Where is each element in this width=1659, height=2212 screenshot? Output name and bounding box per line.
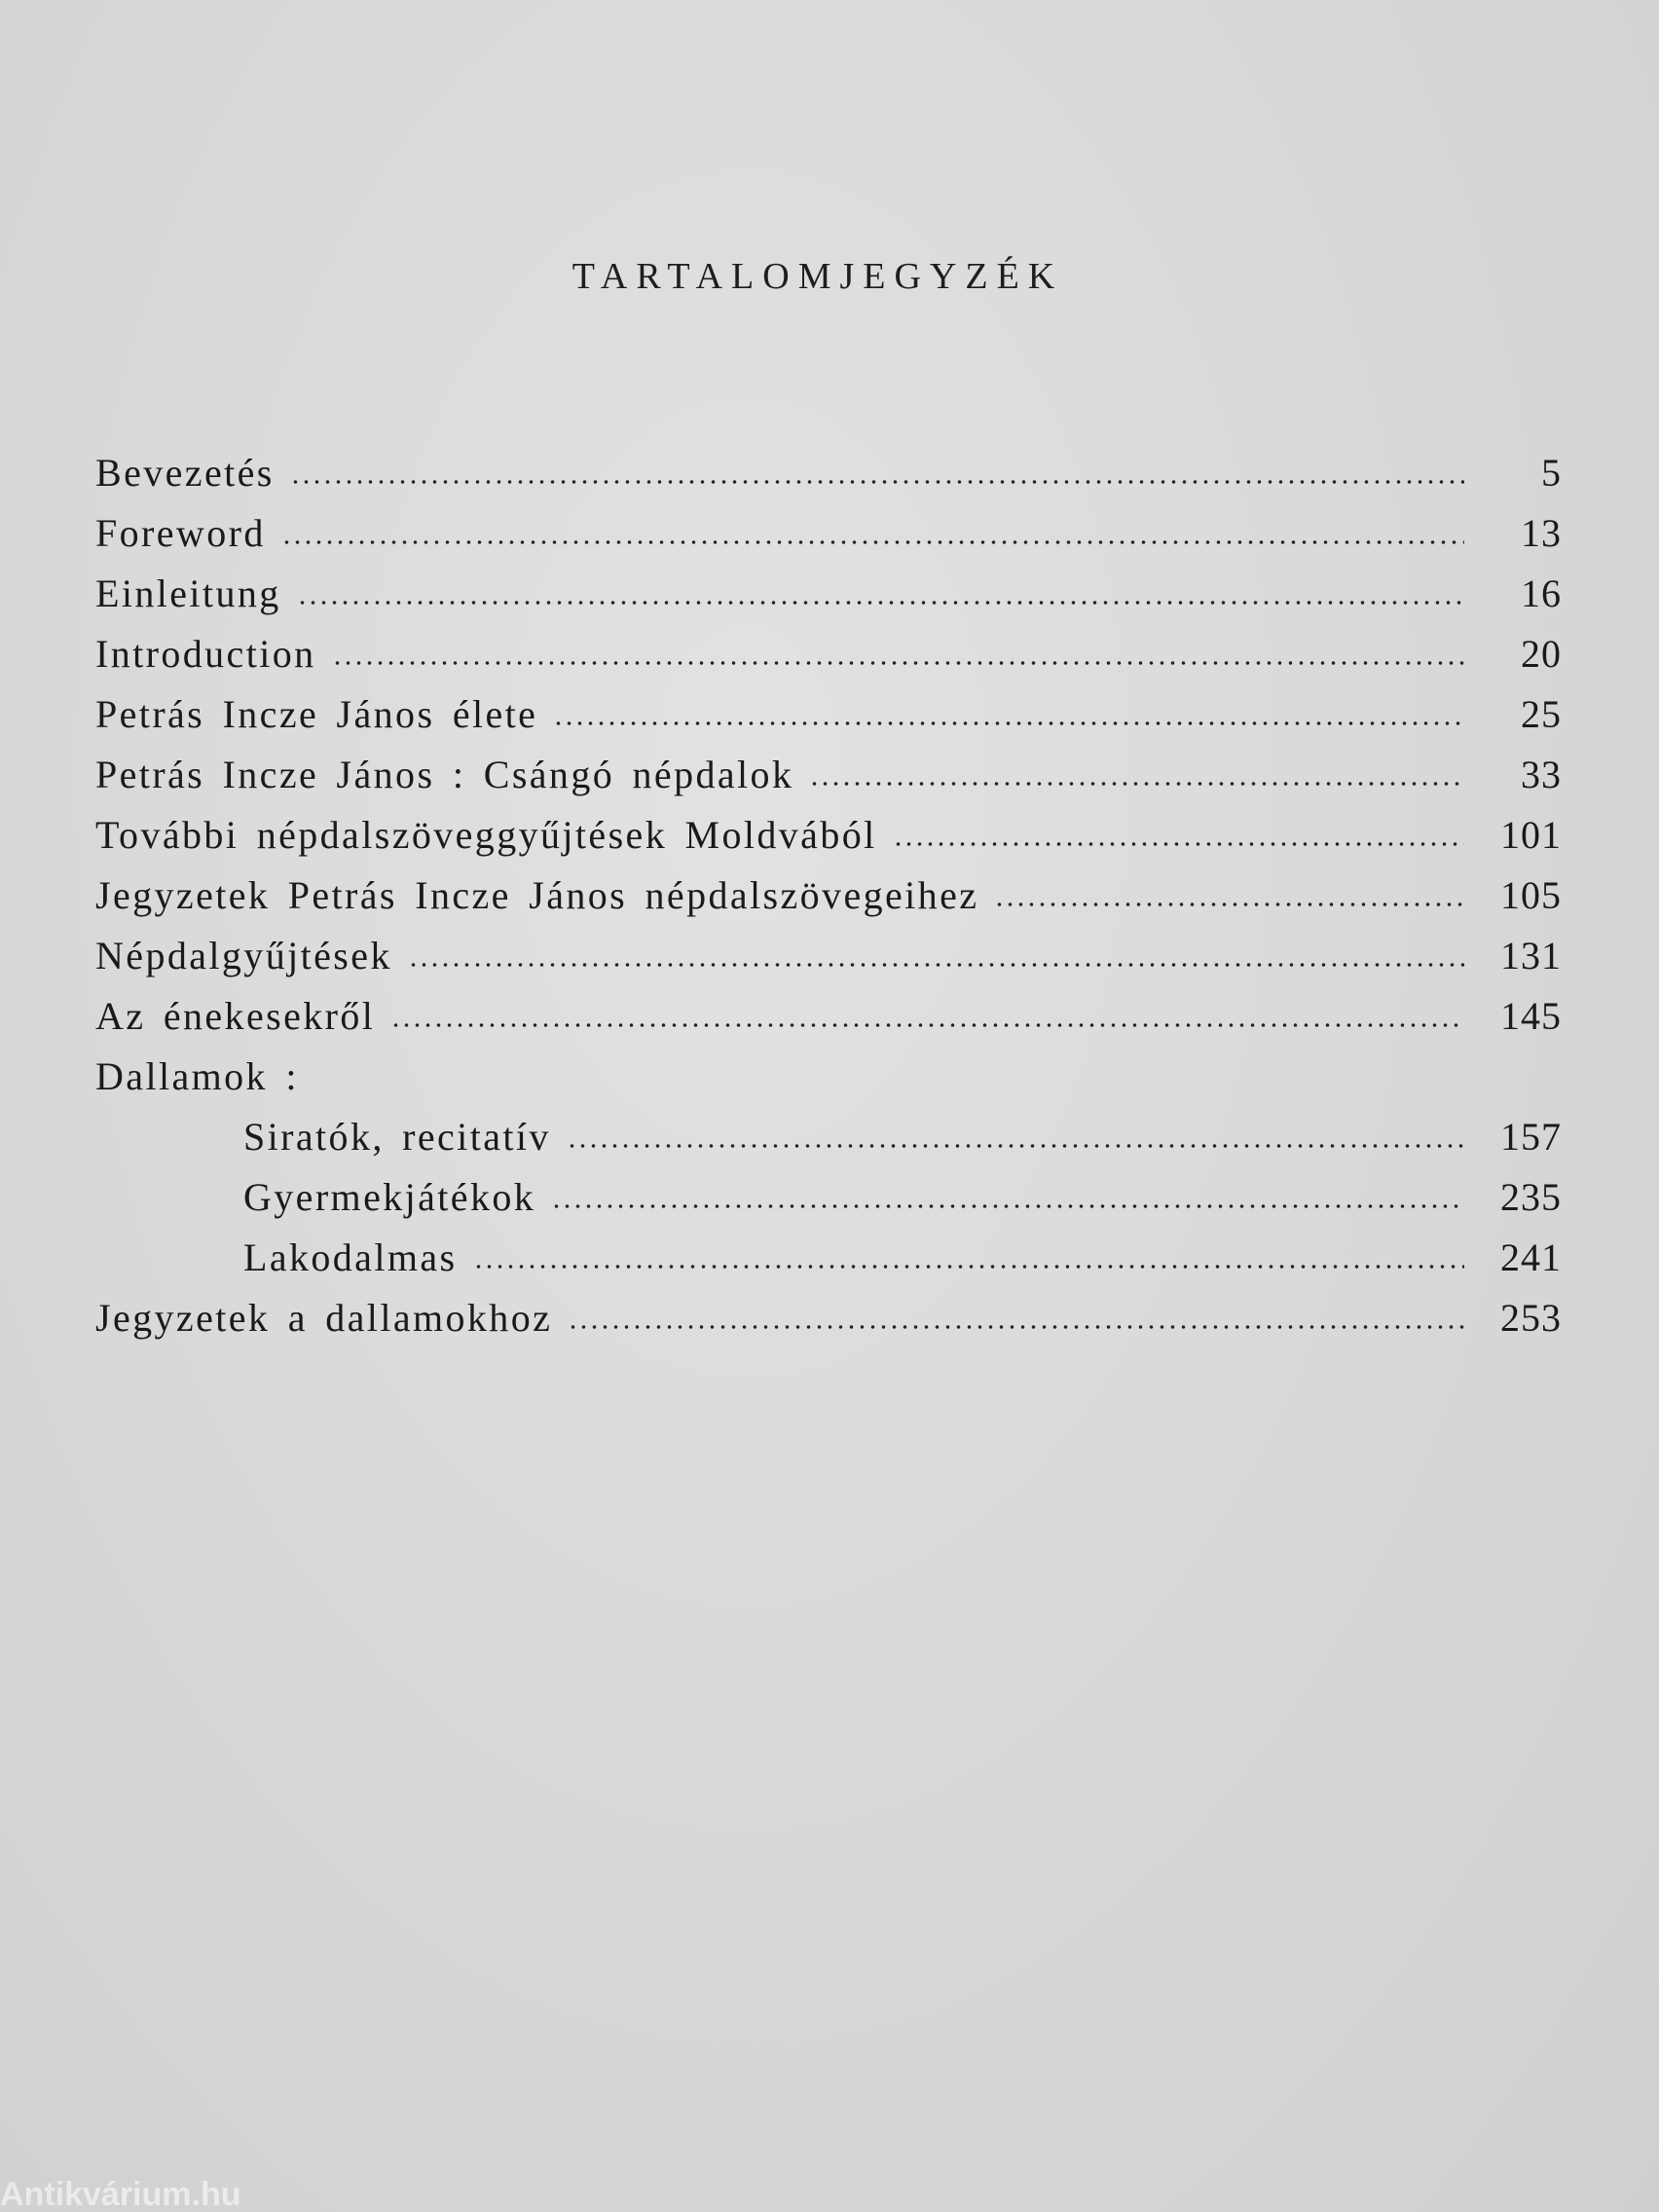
toc-entry-label: Petrás Incze János : Csángó népdalok bbox=[95, 753, 794, 796]
dot-leader bbox=[553, 721, 1464, 725]
toc-entry-page: 16 bbox=[1521, 571, 1562, 615]
toc-entry-page: 131 bbox=[1500, 934, 1562, 977]
toc-entry bbox=[95, 450, 1562, 510]
toc-entry-label: Az énekesekről bbox=[95, 994, 376, 1038]
toc-entry bbox=[95, 933, 1562, 993]
toc-entry-label: Népdalgyűjtések bbox=[95, 934, 392, 977]
toc-entry-page: 5 bbox=[1541, 451, 1562, 495]
toc-entry bbox=[95, 691, 1562, 752]
toc-entry bbox=[95, 993, 1562, 1053]
toc-entry-page: 105 bbox=[1500, 873, 1562, 917]
toc-entry-label: Dallamok : bbox=[95, 1054, 299, 1098]
toc-entry-label: Bevezetés bbox=[95, 451, 275, 495]
toc-section-heading bbox=[95, 1053, 1562, 1114]
dot-leader bbox=[809, 782, 1464, 786]
toc-entry-page: 253 bbox=[1500, 1296, 1562, 1340]
toc-entry bbox=[95, 571, 1562, 631]
dot-leader bbox=[567, 1144, 1464, 1148]
toc-subentry bbox=[95, 1235, 1562, 1295]
toc-subentry bbox=[95, 1114, 1562, 1174]
dot-leader bbox=[390, 1023, 1464, 1027]
dot-leader bbox=[290, 480, 1464, 484]
dot-leader bbox=[893, 842, 1464, 846]
toc-entry bbox=[95, 812, 1562, 872]
toc-entry-label: Lakodalmas bbox=[243, 1235, 458, 1279]
toc-entry-page: 25 bbox=[1521, 692, 1562, 736]
dot-leader bbox=[281, 540, 1464, 544]
toc-subentry bbox=[95, 1174, 1562, 1235]
toc-entry-label: Jegyzetek a dallamokhoz bbox=[95, 1296, 553, 1340]
dot-leader bbox=[297, 601, 1464, 605]
toc-entry-label: Gyermekjátékok bbox=[243, 1175, 536, 1219]
toc-entry-page: 241 bbox=[1500, 1235, 1562, 1279]
toc-entry-page: 13 bbox=[1521, 511, 1562, 555]
toc-entry-page: 157 bbox=[1500, 1115, 1562, 1159]
toc-entry bbox=[95, 510, 1562, 571]
dot-leader bbox=[408, 963, 1464, 967]
dot-leader bbox=[994, 903, 1464, 906]
toc-entry bbox=[95, 631, 1562, 691]
toc-entry-label: Siratók, recitatív bbox=[243, 1115, 551, 1159]
toc-entry-page: 235 bbox=[1500, 1175, 1562, 1219]
watermark-text: Antikvárium.hu bbox=[0, 2177, 241, 2212]
toc-entry-page: 20 bbox=[1521, 632, 1562, 676]
dot-leader bbox=[568, 1325, 1464, 1329]
toc-entry-label: Petrás Incze János élete bbox=[95, 692, 538, 736]
dot-leader bbox=[551, 1204, 1464, 1208]
toc-entry-label: Einleitung bbox=[95, 571, 281, 615]
toc-entry-page: 33 bbox=[1521, 753, 1562, 796]
table-of-contents bbox=[95, 450, 1562, 1355]
toc-entry-label: További népdalszöveggyűjtések Moldvából bbox=[95, 813, 877, 857]
toc-entry-label: Jegyzetek Petrás Incze János népdalszövegeihez bbox=[95, 873, 979, 917]
toc-entry-label: Introduction bbox=[95, 632, 316, 676]
toc-entry bbox=[95, 752, 1562, 812]
toc-entry-label: Foreword bbox=[95, 511, 266, 555]
toc-entry bbox=[95, 872, 1562, 933]
toc-entry-page: 101 bbox=[1500, 813, 1562, 857]
toc-entry bbox=[95, 1295, 1562, 1355]
dot-leader bbox=[332, 661, 1464, 665]
page-title: TARTALOMJEGYZÉK bbox=[571, 256, 1064, 297]
dot-leader bbox=[473, 1265, 1465, 1269]
toc-entry-page: 145 bbox=[1500, 994, 1562, 1038]
